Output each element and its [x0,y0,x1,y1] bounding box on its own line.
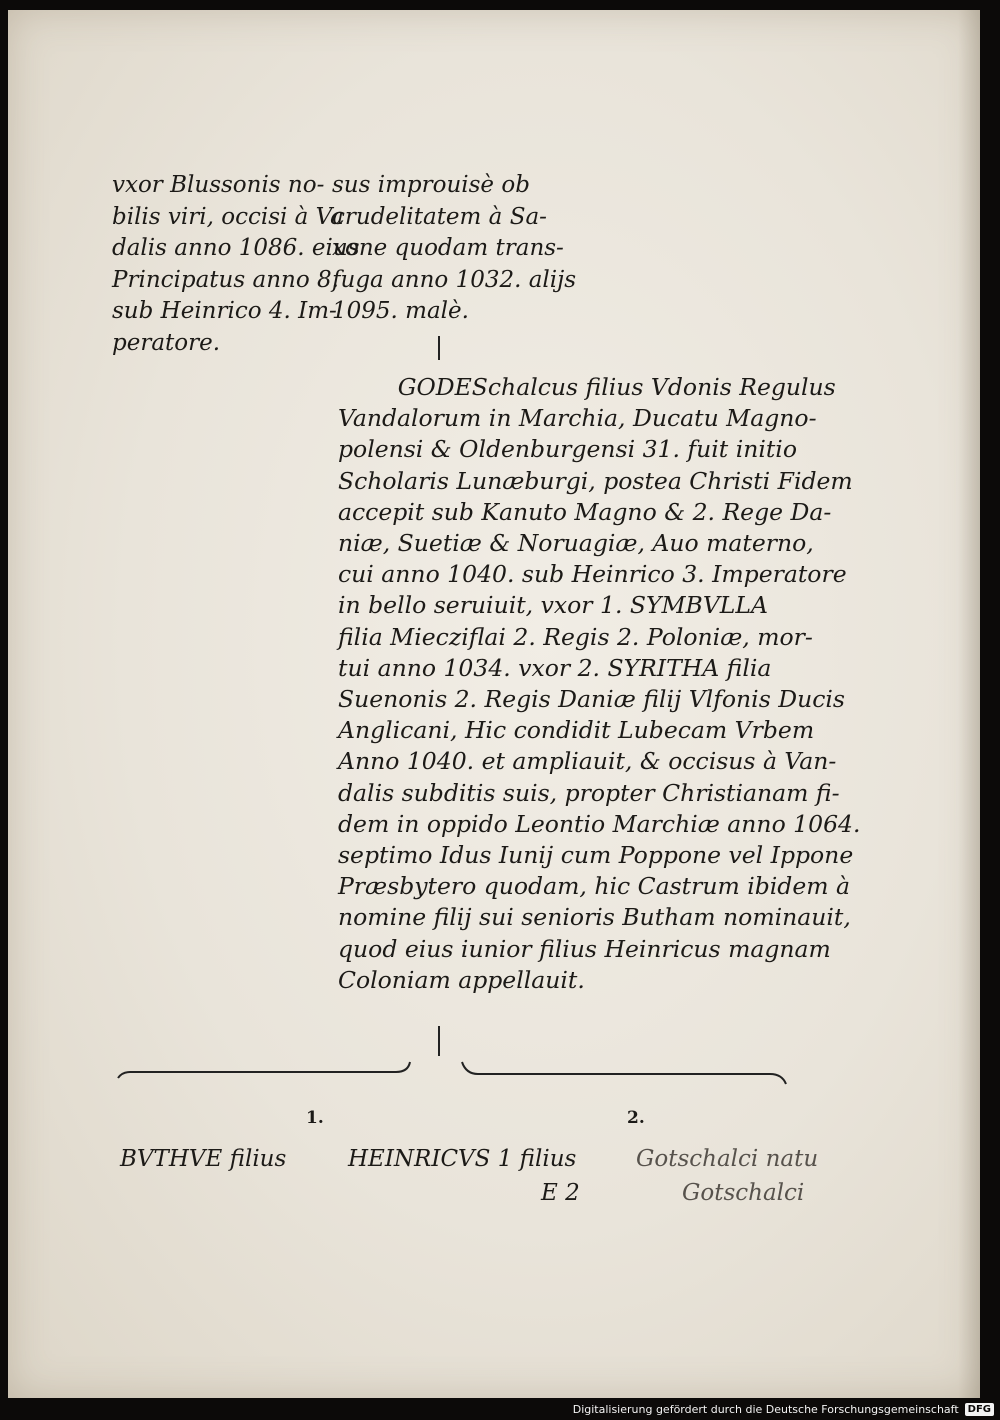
catchword: Gotschalci [682,1180,805,1206]
child-text-continuation: Gotschalci natu [636,1146,819,1172]
right-column-text: sus improuisè ob crudelitatem à Sa- xone quodam trans- fuga anno 1032. alijs 1095. malè. [332,172,577,324]
child-name-heinricus: HEINRICVS 1 filius [348,1146,577,1172]
child-name-buthue: BVTHVE filius [120,1146,287,1172]
left-column-text: vxor Blussonis no- bilis viri, occisi à Va dalis anno 1086. eius Principatus anno 8. sub Heinrico 4. Im- peratore. [112,172,360,356]
genealogy-brace [116,1060,796,1100]
dfg-logo-icon: DFG [965,1403,994,1416]
footer-credit-text: Digitalisierung gefördert durch die Deutsche Forschungsgemeinschaft [572,1402,959,1416]
main-entry-text: GODESchalcus filius Vdonis Regulus Vandalorum in Marchia, Ducatu Magno- polensi & Oldenburgensi 31. fuit initio Scholaris Lunæburgi, postea Christi Fidem accepit sub Kanuto Magno & 2. Rege Da- niæ, Suetiæ & Noruagiæ, Auo materno, cui anno 1040. sub Heinrico 3. Imperatore in bello seruiuit, vxor 1. SYMBVLLA filia Miecziflai 2. Regis 2. Poloniæ, mor- tui anno 1034. vxor 2. SYRITHA filia Suenonis 2. Regis Daniæ filij Vlfonis Ducis Anglicani, Hic condidit Lubecam Vrbem Anno 1040. et ampliauit, & occisus à Van- dalis subditis suis, propter Christianam fi- dem in oppido Leontio Marchiæ anno 1064. septimo Idus Iunij cum Poppone vel Ippone Præsbytero quodam, hic Castrum ibidem à nomine filij sui senioris Butham nominauit, quod eius iunior filius Heinricus magnam Coloniam appellauit. [338,373,861,994]
child-number-1: 1. [306,1108,324,1128]
genealogy-connector-top [438,336,440,360]
genealogy-connector-bottom [438,1026,440,1056]
book-page [8,10,980,1398]
digitization-footer [0,1398,1000,1420]
signature-mark: E 2 [541,1180,580,1206]
child-number-2: 2. [627,1108,645,1128]
